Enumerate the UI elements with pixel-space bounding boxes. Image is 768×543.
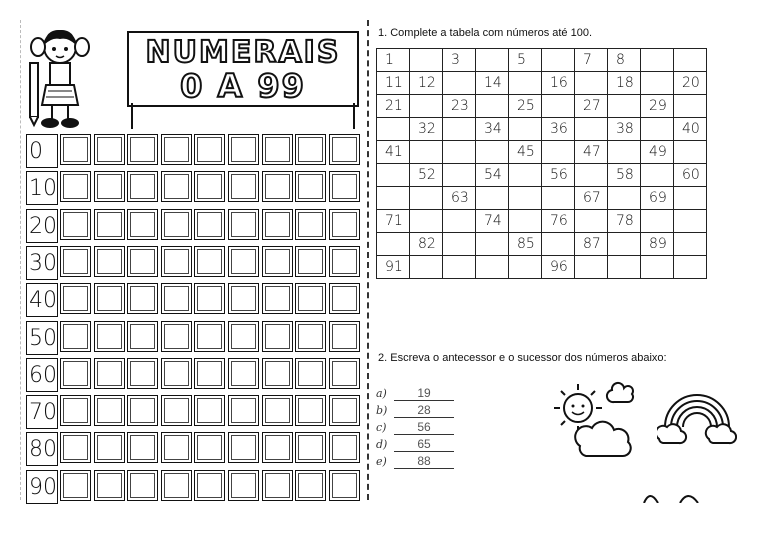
hundred-table-cell[interactable] bbox=[509, 256, 542, 279]
hundred-table-cell[interactable] bbox=[476, 187, 509, 210]
hundred-table-cell: 20 bbox=[674, 72, 707, 95]
row-label: 30 bbox=[26, 246, 58, 280]
write-cell[interactable] bbox=[161, 246, 192, 277]
write-cell[interactable] bbox=[262, 321, 293, 352]
hundred-table-cell: 18 bbox=[608, 72, 641, 95]
hundred-table-cell: 16 bbox=[542, 72, 575, 95]
hundred-table-cell: 38 bbox=[608, 118, 641, 141]
row-label: 20 bbox=[26, 209, 58, 243]
write-cell[interactable] bbox=[60, 395, 91, 426]
write-cell[interactable] bbox=[194, 283, 225, 314]
hundred-table-cell[interactable] bbox=[377, 233, 410, 256]
write-cell[interactable] bbox=[228, 171, 259, 202]
hundred-table-row bbox=[377, 187, 707, 210]
hundred-table-cell: 60 bbox=[674, 164, 707, 187]
answer-letter: c) bbox=[376, 421, 387, 434]
title-line-1: NUMERAIS bbox=[145, 35, 341, 70]
hundred-table-cell[interactable] bbox=[476, 233, 509, 256]
hundred-table-cell[interactable] bbox=[509, 187, 542, 210]
hundred-table-cell: 14 bbox=[476, 72, 509, 95]
hundred-table-cell[interactable] bbox=[674, 233, 707, 256]
hundred-table-cell[interactable] bbox=[509, 210, 542, 233]
write-cell[interactable] bbox=[228, 395, 259, 426]
row-label: 0 bbox=[26, 134, 58, 168]
write-cell[interactable] bbox=[295, 432, 326, 463]
write-cell[interactable] bbox=[329, 395, 360, 426]
hundred-table-cell: 3 bbox=[443, 49, 476, 72]
write-cell[interactable] bbox=[60, 246, 91, 277]
write-cell[interactable] bbox=[295, 246, 326, 277]
hundred-table-cell: 27 bbox=[575, 95, 608, 118]
write-cell[interactable] bbox=[329, 283, 360, 314]
hundred-table-cell: 12 bbox=[410, 72, 443, 95]
hundred-table-cell[interactable] bbox=[443, 141, 476, 164]
hundred-table-cell: 96 bbox=[542, 256, 575, 279]
hundred-table-row bbox=[377, 49, 707, 72]
hundred-table-cell: 85 bbox=[509, 233, 542, 256]
row-label: 10 bbox=[26, 171, 58, 205]
hundred-table-cell[interactable] bbox=[443, 256, 476, 279]
hundred-table-cell: 29 bbox=[641, 95, 674, 118]
hundred-table-row bbox=[377, 256, 707, 279]
answer-row bbox=[376, 385, 454, 402]
hundred-table-cell[interactable] bbox=[608, 141, 641, 164]
write-cell[interactable] bbox=[295, 321, 326, 352]
write-cell[interactable] bbox=[194, 209, 225, 240]
hundred-table-cell: 71 bbox=[377, 210, 410, 233]
row-label: 90 bbox=[26, 470, 58, 504]
write-cell[interactable] bbox=[329, 171, 360, 202]
hundred-table-cell[interactable] bbox=[674, 210, 707, 233]
write-cell[interactable] bbox=[329, 432, 360, 463]
write-cell[interactable] bbox=[60, 470, 91, 501]
write-cell[interactable] bbox=[262, 358, 293, 389]
hundred-table-cell[interactable] bbox=[575, 164, 608, 187]
write-cell[interactable] bbox=[295, 134, 326, 165]
write-cell[interactable] bbox=[194, 358, 225, 389]
answer-number[interactable]: 56 bbox=[394, 420, 454, 435]
write-cell[interactable] bbox=[194, 171, 225, 202]
hundred-table bbox=[376, 48, 707, 279]
answer-letter: d) bbox=[376, 438, 388, 451]
write-cell[interactable] bbox=[329, 358, 360, 389]
answer-number[interactable]: 65 bbox=[394, 437, 454, 452]
write-cell[interactable] bbox=[194, 321, 225, 352]
hundred-table-cell[interactable] bbox=[509, 164, 542, 187]
hundred-table-row bbox=[377, 72, 707, 95]
hundred-table-cell[interactable] bbox=[410, 141, 443, 164]
hundred-table-cell: 87 bbox=[575, 233, 608, 256]
hundred-table-cell[interactable] bbox=[641, 210, 674, 233]
write-cell[interactable] bbox=[262, 171, 293, 202]
hundred-table-cell[interactable] bbox=[542, 49, 575, 72]
hundred-table-cell[interactable] bbox=[377, 164, 410, 187]
hundred-table-cell[interactable] bbox=[377, 118, 410, 141]
answer-number[interactable]: 19 bbox=[394, 386, 454, 401]
hundred-table-cell[interactable] bbox=[641, 164, 674, 187]
hundred-table-cell[interactable] bbox=[542, 233, 575, 256]
exercise-2-answers bbox=[376, 385, 454, 470]
write-cell[interactable] bbox=[94, 470, 125, 501]
hundred-table-cell: 78 bbox=[608, 210, 641, 233]
hundred-table-cell: 76 bbox=[542, 210, 575, 233]
answer-letter: e) bbox=[376, 455, 387, 468]
hundred-table-cell: 58 bbox=[608, 164, 641, 187]
write-cell[interactable] bbox=[228, 246, 259, 277]
write-cell[interactable] bbox=[329, 470, 360, 501]
write-cell[interactable] bbox=[161, 171, 192, 202]
hundred-table-cell: 21 bbox=[377, 95, 410, 118]
write-cell[interactable] bbox=[295, 395, 326, 426]
write-cell[interactable] bbox=[161, 283, 192, 314]
write-cell[interactable] bbox=[60, 358, 91, 389]
hundred-table-cell: 8 bbox=[608, 49, 641, 72]
hundred-table-cell[interactable] bbox=[542, 141, 575, 164]
write-cell[interactable] bbox=[127, 283, 158, 314]
write-cell[interactable] bbox=[161, 470, 192, 501]
hundred-table-cell: 40 bbox=[674, 118, 707, 141]
hundred-table-cell[interactable] bbox=[509, 72, 542, 95]
write-cell[interactable] bbox=[228, 470, 259, 501]
hundred-table-cell: 82 bbox=[410, 233, 443, 256]
answer-row bbox=[376, 402, 454, 419]
write-cell[interactable] bbox=[262, 432, 293, 463]
write-cell[interactable] bbox=[60, 321, 91, 352]
hundred-table-cell[interactable] bbox=[575, 118, 608, 141]
row-label: 50 bbox=[26, 321, 58, 355]
write-cell[interactable] bbox=[228, 283, 259, 314]
hundred-table-cell: 69 bbox=[641, 187, 674, 210]
hundred-table-cell[interactable] bbox=[608, 95, 641, 118]
title-box bbox=[127, 31, 359, 107]
write-cell[interactable] bbox=[228, 358, 259, 389]
write-cell[interactable] bbox=[94, 395, 125, 426]
hundred-table-cell[interactable] bbox=[443, 72, 476, 95]
hundred-table-cell[interactable] bbox=[443, 164, 476, 187]
write-cell[interactable] bbox=[228, 432, 259, 463]
hundred-table-cell: 67 bbox=[575, 187, 608, 210]
write-cell[interactable] bbox=[228, 134, 259, 165]
hundred-table-row bbox=[377, 233, 707, 256]
hundred-table-cell[interactable] bbox=[674, 95, 707, 118]
hundred-table-cell: 89 bbox=[641, 233, 674, 256]
hundred-table-cell: 11 bbox=[377, 72, 410, 95]
write-cell[interactable] bbox=[127, 470, 158, 501]
write-cell[interactable] bbox=[262, 470, 293, 501]
write-cell[interactable] bbox=[60, 209, 91, 240]
hundred-table-row bbox=[377, 95, 707, 118]
hundred-table-cell: 91 bbox=[377, 256, 410, 279]
row-label: 40 bbox=[26, 283, 58, 317]
write-cell[interactable] bbox=[94, 171, 125, 202]
hundred-table-cell[interactable] bbox=[575, 210, 608, 233]
hundred-table-cell: 32 bbox=[410, 118, 443, 141]
hundred-table-cell: 36 bbox=[542, 118, 575, 141]
write-cell[interactable] bbox=[161, 432, 192, 463]
hundred-table-cell[interactable] bbox=[443, 210, 476, 233]
hundred-table-cell: 34 bbox=[476, 118, 509, 141]
write-cell[interactable] bbox=[262, 395, 293, 426]
hundred-table-cell: 54 bbox=[476, 164, 509, 187]
title-stand bbox=[131, 103, 355, 129]
hundred-table-cell[interactable] bbox=[410, 95, 443, 118]
hundred-table-cell[interactable] bbox=[377, 187, 410, 210]
write-cell[interactable] bbox=[127, 209, 158, 240]
hundred-table-cell[interactable] bbox=[674, 141, 707, 164]
hundred-table-cell: 45 bbox=[509, 141, 542, 164]
write-cell[interactable] bbox=[262, 246, 293, 277]
hundred-table-cell[interactable] bbox=[476, 141, 509, 164]
answer-row bbox=[376, 453, 454, 470]
hundred-table-cell: 25 bbox=[509, 95, 542, 118]
write-cell[interactable] bbox=[94, 209, 125, 240]
hundred-table-cell[interactable] bbox=[476, 49, 509, 72]
exercise-2-prompt: 2. Escreva o antecessor e o sucessor dos números abaixo: bbox=[378, 352, 667, 364]
hundred-table-cell: 23 bbox=[443, 95, 476, 118]
write-cell[interactable] bbox=[161, 134, 192, 165]
write-cell[interactable] bbox=[329, 134, 360, 165]
girl-icon bbox=[28, 25, 92, 131]
write-cell[interactable] bbox=[161, 395, 192, 426]
hundred-table-cell[interactable] bbox=[608, 187, 641, 210]
write-cell[interactable] bbox=[127, 358, 158, 389]
write-cell[interactable] bbox=[60, 283, 91, 314]
write-cell[interactable] bbox=[228, 209, 259, 240]
write-cell[interactable] bbox=[127, 321, 158, 352]
hundred-table-cell[interactable] bbox=[641, 49, 674, 72]
exercise-1-prompt: 1. Complete a tabela com números até 100. bbox=[378, 27, 593, 39]
hundred-table-cell[interactable] bbox=[575, 256, 608, 279]
answer-row bbox=[376, 419, 454, 436]
row-label: 80 bbox=[26, 432, 58, 466]
hundred-table-cell[interactable] bbox=[641, 256, 674, 279]
write-cell[interactable] bbox=[262, 209, 293, 240]
write-cell[interactable] bbox=[94, 246, 125, 277]
answer-letter: b) bbox=[376, 404, 388, 417]
hundred-table-cell[interactable] bbox=[410, 49, 443, 72]
hundred-table-row bbox=[377, 118, 707, 141]
write-cell[interactable] bbox=[194, 246, 225, 277]
write-cell[interactable] bbox=[94, 358, 125, 389]
write-cell[interactable] bbox=[60, 134, 91, 165]
write-cell[interactable] bbox=[127, 395, 158, 426]
write-cell[interactable] bbox=[94, 432, 125, 463]
hundred-table-cell: 74 bbox=[476, 210, 509, 233]
write-cell[interactable] bbox=[329, 246, 360, 277]
hundred-table-cell[interactable] bbox=[674, 49, 707, 72]
write-cell[interactable] bbox=[94, 321, 125, 352]
hundred-table-cell[interactable] bbox=[575, 72, 608, 95]
write-cell[interactable] bbox=[127, 246, 158, 277]
title-line-2: 0 A 99 bbox=[180, 67, 306, 105]
hundred-table-cell: 52 bbox=[410, 164, 443, 187]
page-edge-dashes bbox=[20, 20, 21, 500]
hundred-table-cell[interactable] bbox=[608, 256, 641, 279]
write-cell[interactable] bbox=[161, 321, 192, 352]
write-cell[interactable] bbox=[329, 209, 360, 240]
write-cell[interactable] bbox=[60, 432, 91, 463]
hundred-table-cell: 56 bbox=[542, 164, 575, 187]
write-cell[interactable] bbox=[194, 432, 225, 463]
hundred-table-cell[interactable] bbox=[476, 95, 509, 118]
hundred-table-cell[interactable] bbox=[410, 187, 443, 210]
hundred-table-cell: 63 bbox=[443, 187, 476, 210]
write-cell[interactable] bbox=[295, 171, 326, 202]
answer-letter: a) bbox=[376, 387, 387, 400]
hundred-table-cell[interactable] bbox=[608, 233, 641, 256]
write-cell[interactable] bbox=[194, 470, 225, 501]
write-cell[interactable] bbox=[94, 283, 125, 314]
answer-number[interactable]: 28 bbox=[394, 403, 454, 418]
hundred-table-cell: 49 bbox=[641, 141, 674, 164]
write-cell[interactable] bbox=[127, 171, 158, 202]
hundred-table-cell: 7 bbox=[575, 49, 608, 72]
hundred-table-cell[interactable] bbox=[641, 72, 674, 95]
write-cell[interactable] bbox=[60, 171, 91, 202]
rainbow-icon bbox=[657, 365, 737, 447]
hundred-table-cell[interactable] bbox=[674, 256, 707, 279]
write-cell[interactable] bbox=[194, 134, 225, 165]
hundred-table-cell[interactable] bbox=[674, 187, 707, 210]
hundred-table-cell: 41 bbox=[377, 141, 410, 164]
hundred-table-cell[interactable] bbox=[641, 118, 674, 141]
write-cell[interactable] bbox=[127, 432, 158, 463]
answer-number[interactable]: 88 bbox=[394, 454, 454, 469]
hundred-table-row bbox=[377, 210, 707, 233]
write-cell[interactable] bbox=[295, 283, 326, 314]
write-cell[interactable] bbox=[262, 134, 293, 165]
hundred-table-cell: 5 bbox=[509, 49, 542, 72]
hundred-table-cell[interactable] bbox=[410, 256, 443, 279]
hundred-table-cell[interactable] bbox=[509, 118, 542, 141]
hundred-table-cell[interactable] bbox=[542, 187, 575, 210]
hundred-table-row bbox=[377, 164, 707, 187]
hundred-table-cell[interactable] bbox=[542, 95, 575, 118]
hundred-table-cell: 47 bbox=[575, 141, 608, 164]
hundred-table-cell: 1 bbox=[377, 49, 410, 72]
hundred-table-cell[interactable] bbox=[443, 118, 476, 141]
write-cell[interactable] bbox=[94, 134, 125, 165]
write-cell[interactable] bbox=[295, 470, 326, 501]
partial-doodle-icon bbox=[640, 485, 710, 503]
answer-row bbox=[376, 436, 454, 453]
write-cell[interactable] bbox=[228, 321, 259, 352]
write-cell[interactable] bbox=[161, 358, 192, 389]
write-cell[interactable] bbox=[161, 209, 192, 240]
write-cell[interactable] bbox=[295, 358, 326, 389]
row-label: 60 bbox=[26, 358, 58, 392]
hundred-table-cell[interactable] bbox=[476, 256, 509, 279]
hundred-table-cell[interactable] bbox=[410, 210, 443, 233]
hundred-table-row bbox=[377, 141, 707, 164]
cut-line-divider bbox=[367, 20, 369, 500]
sun-cloud-icon bbox=[550, 376, 640, 462]
hundred-table-cell[interactable] bbox=[443, 233, 476, 256]
write-cell[interactable] bbox=[295, 209, 326, 240]
write-cell[interactable] bbox=[262, 283, 293, 314]
write-cell[interactable] bbox=[194, 395, 225, 426]
write-cell[interactable] bbox=[127, 134, 158, 165]
row-label: 70 bbox=[26, 395, 58, 429]
write-cell[interactable] bbox=[329, 321, 360, 352]
